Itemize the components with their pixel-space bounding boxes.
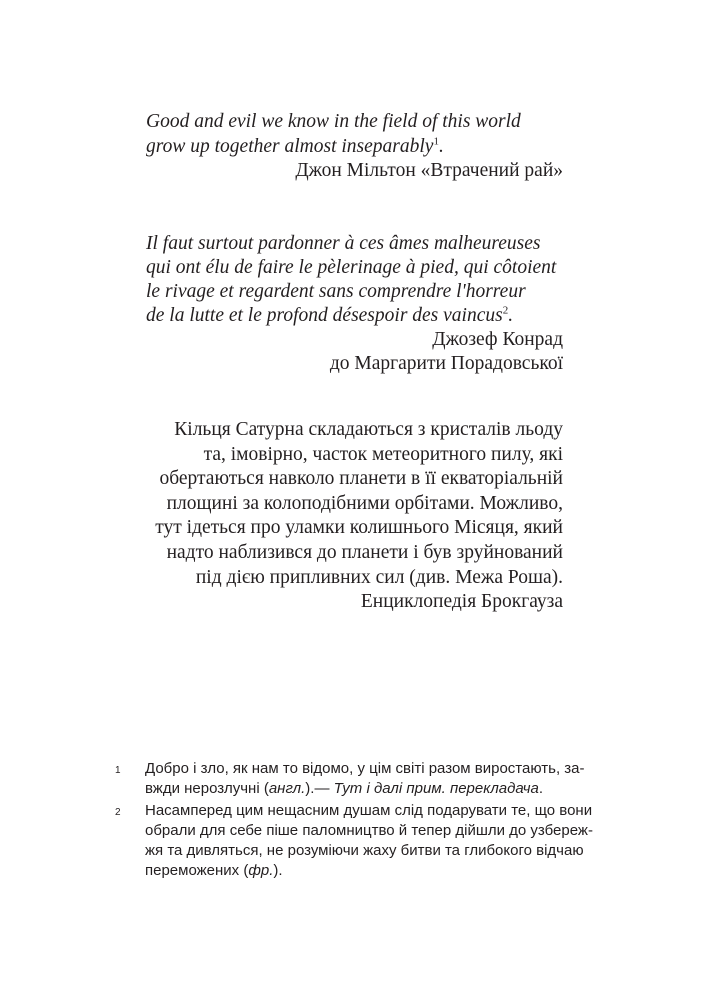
footnote-line: жя та дивляться, не розуміючи жаху битви та глибокого відчаю: [145, 842, 584, 859]
epigraph-line: [146, 135, 444, 159]
epigraph-line: площині за колоподібними орбітами. Можливо,: [166, 493, 563, 514]
epigraph-line: під дією припливних сил (див. Межа Роша).: [195, 567, 563, 588]
footnote-ref: 2: [502, 304, 509, 317]
footnote-text: ).—: [305, 780, 334, 797]
footnote-line: Насамперед цим нещасним душам слід подарувати те, що вони: [145, 802, 593, 819]
epigraph-attribution: Джозеф Конрад: [432, 329, 563, 350]
footnote-text: англ.: [268, 780, 306, 797]
epigraph-text: grow up together almost inseparably: [146, 136, 434, 157]
epigraph-punct: .: [508, 305, 514, 326]
epigraph-line: та, імовірно, часток метеоритного пилу, які: [203, 444, 563, 465]
epigraph-line: тут ідеться про уламки колишнього Місяця, який: [155, 517, 563, 538]
footnote-text: переможених (: [145, 862, 249, 879]
footnote-number: 1: [115, 765, 121, 776]
epigraph-attribution: до Маргарити Порадовської: [329, 353, 563, 374]
epigraph-line: qui ont élu de faire le pèlerinage à pied, qui côtoient: [146, 257, 557, 278]
footnote-line: [145, 779, 543, 799]
footnote-line: [145, 861, 283, 881]
footnote-text: Тут і далі прим. перекладача: [333, 780, 539, 797]
epigraph-line: Il faut surtout pardonner à ces âmes malheureuses: [146, 233, 541, 254]
footnote-text: фр.: [248, 862, 274, 879]
epigraph-punct: .: [438, 136, 444, 157]
footnote-text: ).: [273, 862, 283, 879]
epigraph-line: le rivage et regardent sans comprendre l'horreur: [146, 281, 526, 302]
epigraph-line: Good and evil we know in the field of this world: [146, 111, 521, 132]
epigraph-attribution: Джон Мільтон «Втрачений рай»: [295, 160, 563, 181]
epigraph-attribution: Енциклопедія Брокгауза: [360, 591, 563, 612]
footnote-number: 2: [115, 807, 121, 818]
epigraph-text: de la lutte et le profond désespoir des vaincus: [146, 305, 503, 326]
epigraph-line: надто наблизився до планети і був зруйнований: [166, 542, 563, 563]
footnote-line: Добро і зло, як нам то відомо, у цім світі разом виростають, за-: [145, 760, 585, 777]
footnote-ref: 1: [433, 135, 439, 148]
footnote-text: вжди нерозлучні (: [145, 780, 269, 797]
epigraph-line: Кільця Сатурна складаються з кристалів льоду: [174, 419, 563, 440]
epigraph-line: обертаються навколо планети в її екваторіальній: [159, 468, 563, 489]
footnote-line: обрали для себе піше паломництво й тепер дійшли до узбереж-: [145, 822, 593, 839]
footnote-text: .: [538, 780, 544, 797]
epigraph-line: [146, 304, 513, 328]
